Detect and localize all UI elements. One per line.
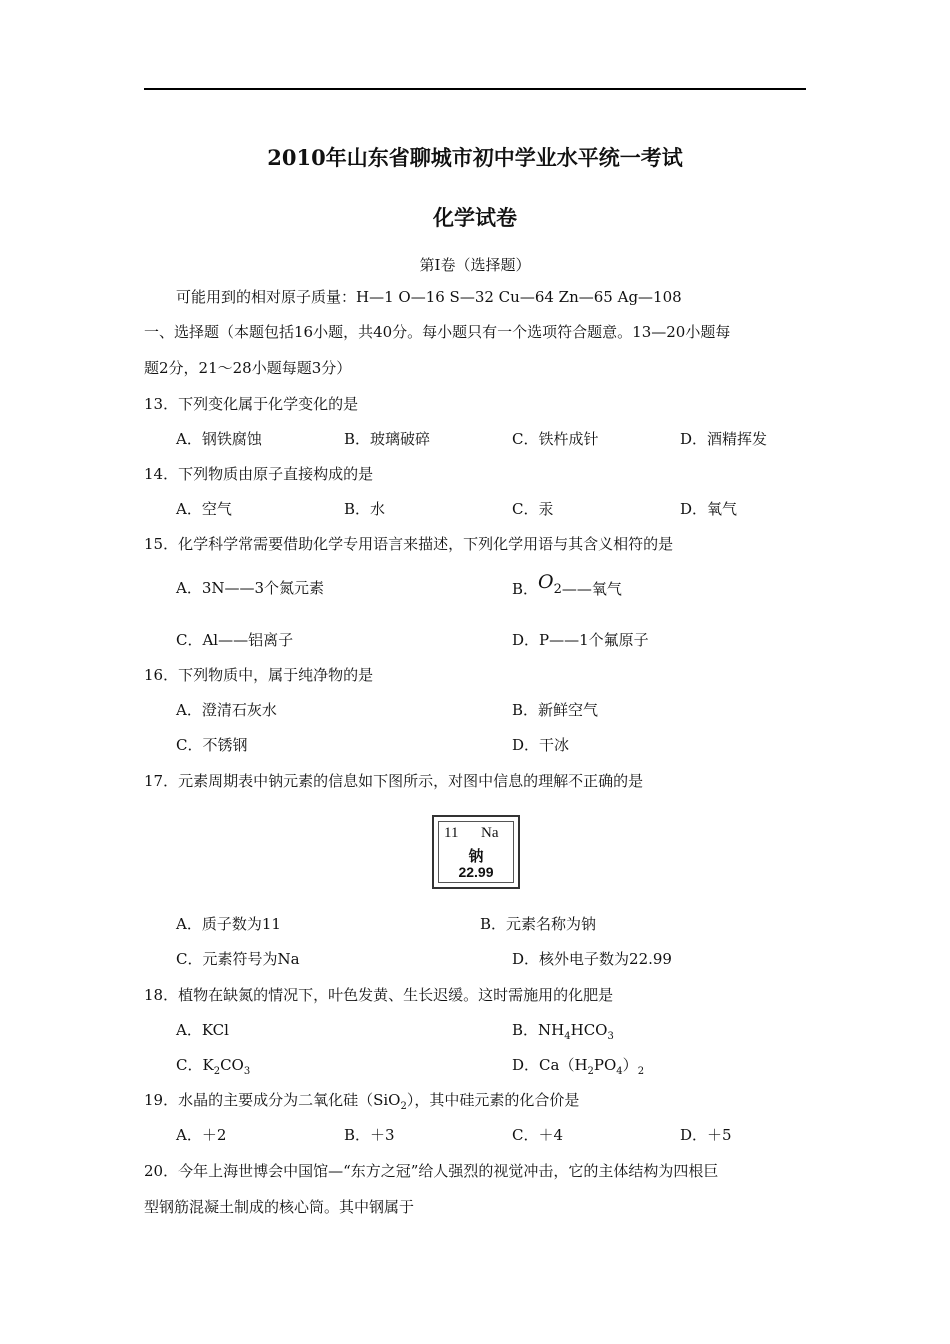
question-17-option-b: B．元素名称为钠 (480, 915, 597, 933)
question-16-option-d: D．干冰 (512, 736, 570, 754)
element-symbol: Na (481, 825, 499, 841)
question-16-option-b: B．新鲜空气 (512, 701, 599, 719)
question-18-option-c: C．$K_2CO_3$ (176, 1056, 251, 1077)
question-19-option-b: B．＋3 (344, 1126, 395, 1144)
question-17-stem: 17．元素周期表中钠元素的信息如下图所示，对图中信息的理解不正确的是 (144, 772, 644, 790)
question-16-stem: 16．下列物质中，属于纯净物的是 (144, 666, 374, 684)
exam-subtitle: 化学试卷 (433, 205, 517, 230)
question-15-option-c: C．Al——铝离子 (176, 631, 294, 649)
tile-frame (438, 821, 514, 883)
question-17-option-c: C．元素符号为Na (176, 950, 300, 968)
question-14-option-c: C．汞 (512, 500, 554, 518)
option-b-label: B． (512, 580, 539, 598)
question-17-option-d: D．核外电子数为22.99 (512, 950, 672, 968)
question-14-option-b: B．水 (344, 500, 386, 518)
section-heading: 第Ⅰ卷（选择题） (419, 256, 531, 274)
question-14-option-d: D．氧气 (680, 500, 738, 518)
question-19-stem: 19．水晶的主要成分为二氧化硅（SiO$_2$），其中硅元素的化合价是 (144, 1091, 580, 1112)
option-b-meaning: ——氧气 (561, 580, 622, 598)
question-20-stem-cont: 型钢筋混凝土制成的核心筒。其中钢属于 (144, 1198, 415, 1216)
question-13-option-a: A．钢铁腐蚀 (176, 430, 262, 448)
question-19-option-a: A．＋2 (176, 1126, 227, 1144)
question-16-option-c: C．不锈钢 (176, 736, 248, 754)
question-15-option-a: A．3N——3个氮元素 (176, 579, 325, 597)
oxygen-formula: $O_2$ (538, 571, 562, 597)
question-18-option-a: A．KCl (176, 1021, 229, 1039)
element-name: 钠 (468, 847, 484, 865)
question-20-stem: 20．今年上海世博会中国馆—“东方之冠”给人强烈的视觉冲击，它的主体结构为四根巨 (144, 1162, 719, 1180)
instructions-line-1: 一、选择题（本题包括16小题，共40分。每小题只有一个选项符合题意。13—20小题每 (144, 323, 731, 341)
question-19-option-c: C．＋4 (512, 1126, 564, 1144)
atomic-number: 11 (444, 825, 459, 841)
header-rule (144, 88, 806, 90)
question-13-stem: 13．下列变化属于化学变化的是 (144, 395, 359, 413)
question-15-stem: 15．化学科学常需要借助化学专用语言来描述，下列化学用语与其含义相符的是 (144, 535, 674, 553)
question-18-option-d: D．$Ca(H_2PO_4)_2$ (512, 1056, 645, 1077)
question-14-option-a: A．空气 (176, 500, 232, 518)
question-15-option-d: D．P——1个氟原子 (512, 631, 649, 649)
atomic-masses: 可能用到的相对原子质量：H—1 O—16 S—32 Cu—64 Zn—65 Ag—108 (176, 288, 682, 306)
question-13-option-b: B．玻璃破碎 (344, 430, 431, 448)
question-17-option-a: A．质子数为11 (176, 915, 281, 933)
instructions-line-2: 题2分，21～28小题每题3分） (144, 359, 352, 377)
exam-title: 2010年山东省聊城市初中学业水平统一考试 (267, 145, 683, 170)
question-19-option-d: D．＋5 (680, 1126, 732, 1144)
atomic-mass: 22.99 (458, 864, 494, 880)
periodic-table-tile (432, 815, 520, 889)
question-13-option-d: D．酒精挥发 (680, 430, 768, 448)
question-18-option-b: B．$NH_4HCO_3$ (512, 1021, 614, 1042)
question-14-stem: 14．下列物质由原子直接构成的是 (144, 465, 374, 483)
question-13-option-c: C．铁杵成针 (512, 430, 599, 448)
question-15-option-b (512, 571, 622, 606)
question-18-stem: 18．植物在缺氮的情况下，叶色发黄、生长迟缓。这时需施用的化肥是 (144, 986, 614, 1004)
question-16-option-a: A．澄清石灰水 (176, 701, 277, 719)
